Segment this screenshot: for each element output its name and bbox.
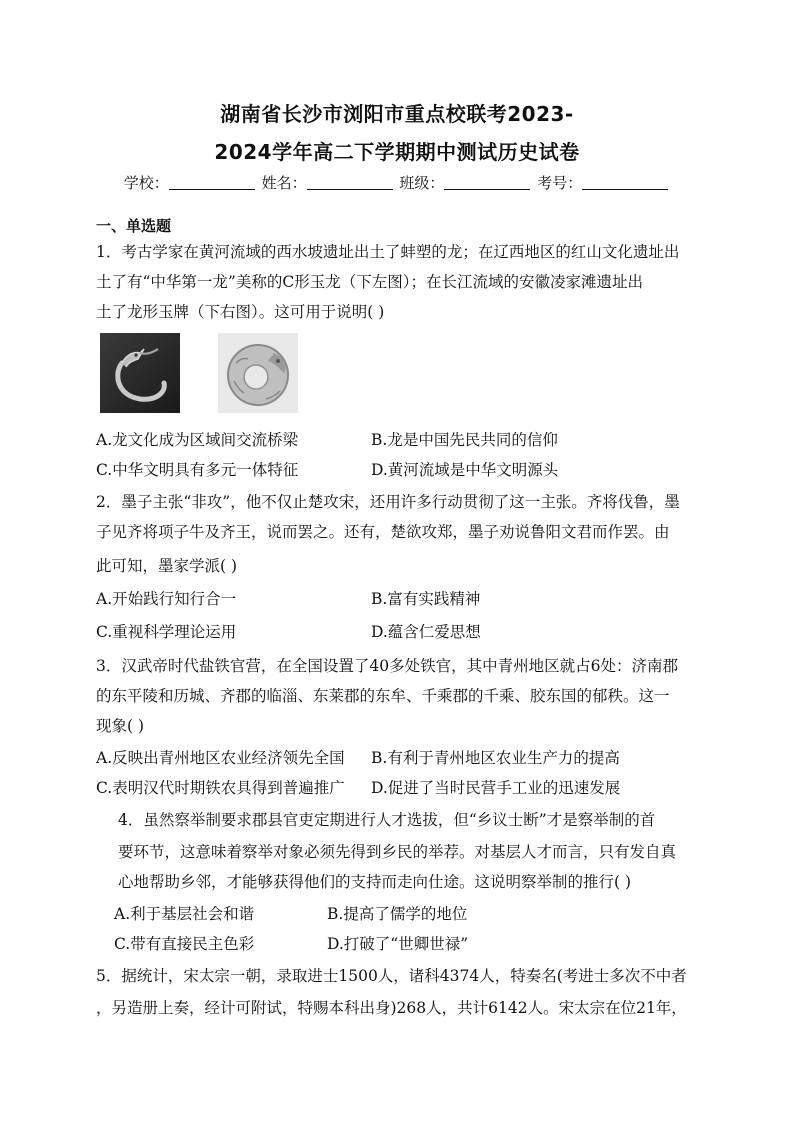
question-4-line-1: 4．虽然察举制要求郡县官吏定期进行人才选拔，但“乡议士断”才是察举制的首 bbox=[118, 811, 656, 829]
question-3-line-3: 现象( ) bbox=[96, 717, 145, 735]
c-shaped-jade-dragon-photo bbox=[100, 333, 180, 413]
question-1-option-c[interactable]: C.中华文明具有多元一体特征 bbox=[96, 461, 299, 479]
name-label: 姓名： bbox=[261, 174, 307, 192]
question-3-line-1: 3．汉武帝时代盐铁官营，在全国设置了40多处铁官，其中青州地区就占6处：济南郡 bbox=[96, 657, 678, 675]
question-2-line-2: 子见齐将项子牛及齐王，说而罢之。还有，楚欲攻郑，墨子劝说鲁阳文君而作罢。由 bbox=[96, 523, 670, 541]
question-1-option-b[interactable]: B.龙是中国先民共同的信仰 bbox=[371, 431, 558, 449]
question-3-option-d[interactable]: D.促进了当时民营手工业的迅速发展 bbox=[371, 779, 621, 797]
question-5-line-1: 5．据统计，宋太宗一朝，录取进士1500人，诸科4374人，特奏名(考进士多次不中者 bbox=[96, 967, 687, 985]
exam-title-line-2: 2024学年高二下学期期中测试历史试卷 bbox=[214, 140, 580, 164]
question-4-line-2: 要环节，这意味着察举对象必须先得到乡民的举荐。对基层人才而言，只有发自真 bbox=[118, 843, 677, 861]
school-blank[interactable] bbox=[169, 175, 255, 190]
question-1-option-d[interactable]: D.黄河流域是中华文明源头 bbox=[371, 461, 559, 479]
question-3-line-2: 的东平陵和历城、齐郡的临淄、东莱郡的东牟、千乘郡的千乘、胶东国的郁秩。这一 bbox=[96, 687, 670, 705]
question-4-option-d[interactable]: D.打破了“世卿世禄” bbox=[327, 935, 469, 953]
question-3-option-a[interactable]: A.反映出青州地区农业经济领先全国 bbox=[96, 749, 345, 767]
dragon-shaped-jade-plaque-photo bbox=[218, 333, 298, 413]
question-1-line-1: 1．考古学家在黄河流域的西水坡遗址出土了蚌塑的龙；在辽西地区的红山文化遗址出 bbox=[96, 243, 680, 261]
question-4-line-3: 心地帮助乡邻，才能够获得他们的支持而走向仕途。这说明察举制的推行( ) bbox=[118, 873, 632, 891]
question-1-option-a[interactable]: A.龙文化成为区域间交流桥梁 bbox=[96, 431, 299, 449]
question-2-option-b[interactable]: B.富有实践精神 bbox=[371, 590, 481, 608]
class-blank[interactable] bbox=[444, 175, 530, 190]
question-4-option-b[interactable]: B.提高了儒学的地位 bbox=[327, 905, 468, 923]
class-label: 班级： bbox=[399, 174, 445, 192]
question-2-option-a[interactable]: A.开始践行知行合一 bbox=[96, 590, 237, 608]
exam-number-label: 考号： bbox=[537, 174, 583, 192]
question-2-line-1: 2．墨子主张“非攻”，他不仅止楚攻宋，还用许多行动贯彻了这一主张。齐将伐鲁，墨 bbox=[96, 493, 680, 511]
question-5-line-2: ，另造册上奏，经计可附试，特赐本科出身)268人，共计6142人。宋太宗在位21年， bbox=[96, 999, 687, 1017]
section-title: 一、单选题 bbox=[96, 217, 172, 235]
student-info-row bbox=[0, 172, 794, 193]
question-1-line-2: 土了有“中华第一龙”美称的C形玉龙（下左图）；在长江流域的安徽凌家滩遗址出 bbox=[96, 273, 643, 291]
question-3-option-b[interactable]: B.有利于青州地区农业生产力的提高 bbox=[371, 749, 620, 767]
exam-number-blank[interactable] bbox=[582, 175, 668, 190]
question-4-option-a[interactable]: A.利于基层社会和谐 bbox=[114, 905, 255, 923]
question-2-line-3: 此可知，墨家学派( ) bbox=[96, 557, 238, 575]
question-3-option-c[interactable]: C.表明汉代时期铁农具得到普遍推广 bbox=[96, 779, 345, 797]
question-4-option-c[interactable]: C.带有直接民主色彩 bbox=[114, 935, 255, 953]
question-2-option-c[interactable]: C.重视科学理论运用 bbox=[96, 623, 237, 641]
school-label: 学校： bbox=[123, 174, 169, 192]
exam-title-line-1: 湖南省长沙市浏阳市重点校联考2023- bbox=[220, 102, 574, 126]
name-blank[interactable] bbox=[307, 175, 393, 190]
question-1-line-3: 土了龙形玉牌（下右图）。这可用于说明( ) bbox=[96, 303, 385, 321]
question-2-option-d[interactable]: D.蕴含仁爱思想 bbox=[371, 623, 481, 641]
